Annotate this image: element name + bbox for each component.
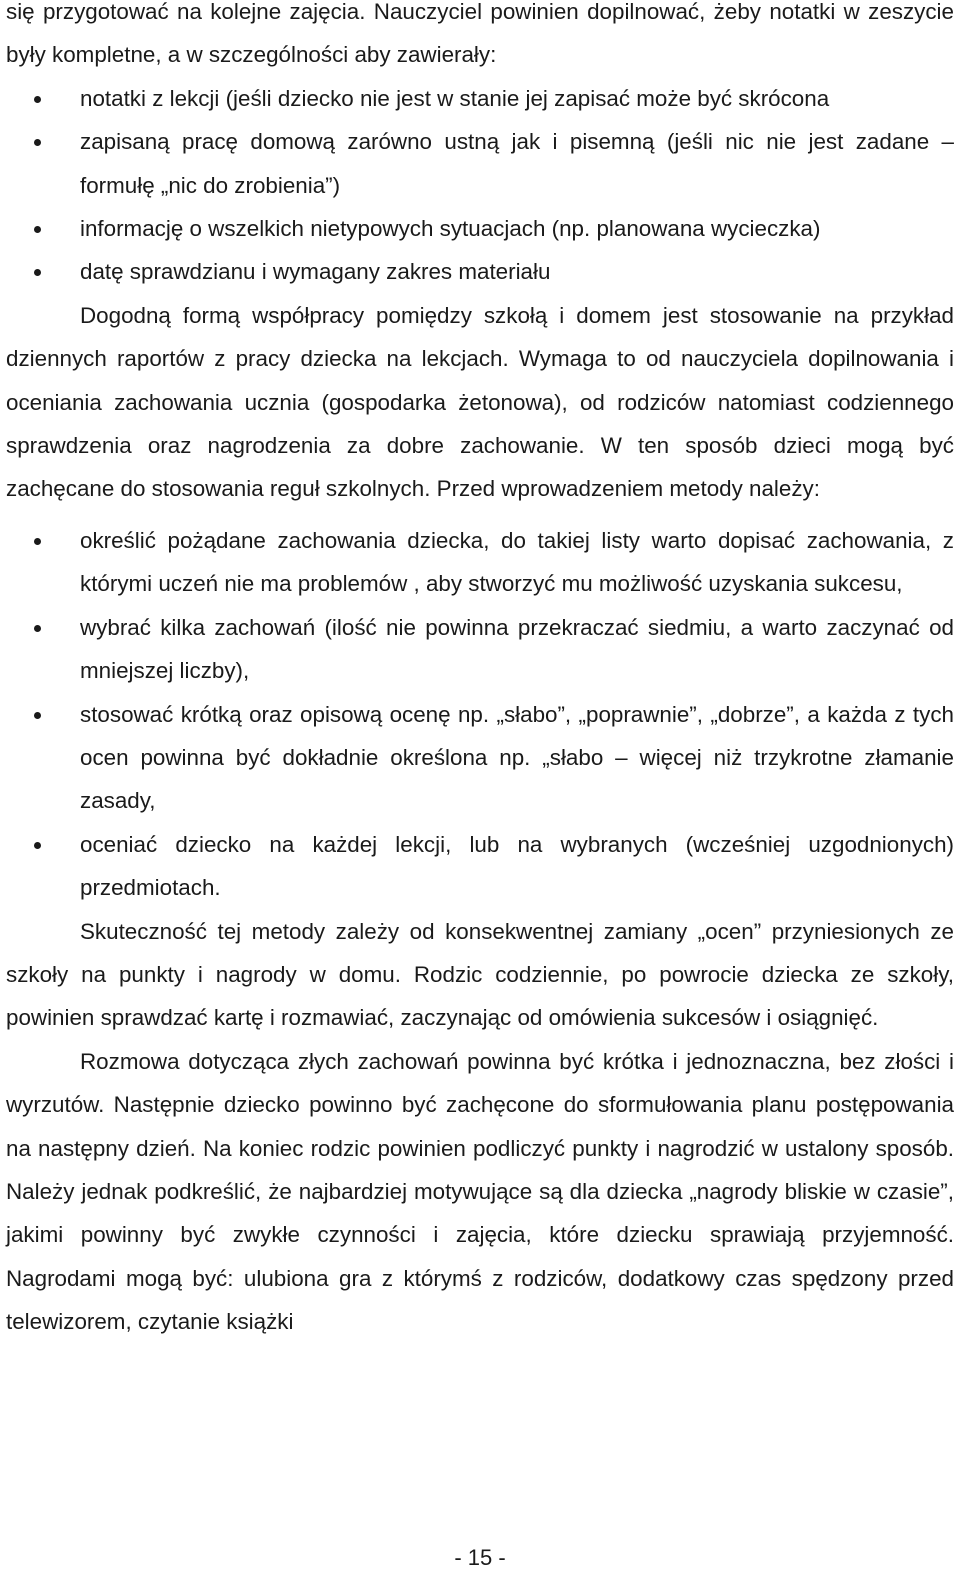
list-item — [6, 120, 954, 207]
list-item — [6, 250, 954, 293]
list-item-text: oceniać dziecko na każdej lekcji, lub na wybranych (wcześniej uzgodnionych) przedmiotach. — [80, 831, 954, 901]
bullet-icon — [34, 842, 41, 849]
list-item-text: stosować krótką oraz opisową ocenę np. „słabo”, „poprawnie”, „dobrze”, a każda z tych ocen powinna być dokładnie określona np. „słabo – więcej niż trzykrotne złamanie zasady, — [80, 701, 954, 814]
list-item-text: określić pożądane zachowania dziecka, do takiej listy warto dopisać zachowania, z którymi uczeń nie ma problemów , aby stworzyć mu możliwość uzyskania sukcesu, — [80, 527, 954, 597]
list-item — [6, 77, 954, 120]
list-item — [6, 207, 954, 250]
cooperation-paragraph: Dogodną formą współpracy pomiędzy szkołą i domem jest stosowanie na przykład dziennych raportów z pracy dziecka na lekcjach. Wymaga to od nauczyciela dopilnowania i oceniania zachowania ucznia (gospodarka żetonowa), od rodziców natomiast codziennego sprawdzenia oraz nagrodzenia za dobre zachowanie. W ten sposób dzieci mogą być zachęcane do stosowania reguł szkolnych. Przed wprowadzeniem metody należy: — [6, 302, 954, 502]
intro-paragraph: się przygotować na kolejne zajęcia. Nauczyciel powinien dopilnować, żeby notatki w zeszycie były kompletne, a w szczególności aby zawierały: — [6, 0, 954, 68]
bullet-icon — [34, 269, 41, 276]
conversation-paragraph: Rozmowa dotycząca złych zachowań powinna być krótka i jednoznaczna, bez złości i wyrzutów. Następnie dziecko powinno być zachęcone do sformułowania planu postępowania na następny dzień. Na koniec rodzic powinien podliczyć punkty i nagrodzić w ustalony sposób. Należy jednak podkreślić, że najbardziej motywujące są dla dziecka „nagrody bliskie w czasie”, jakimi powinny być zwykłe czynności i zajęcia, które dziecku sprawiają przyjemność. Nagrodami mogą być: ulubiona gra z którymś z rodziców, dodatkowy czas spędzony przed telewizorem, czytanie książki — [6, 1048, 954, 1335]
list-item-text: datę sprawdzianu i wymagany zakres materiału — [80, 259, 551, 285]
list-item-text: zapisaną pracę domową zarówno ustną jak i pisemną (jeśli nic nie jest zadane – formułę „nic do zrobienia”) — [80, 129, 954, 198]
list-item — [6, 519, 954, 606]
list-item — [6, 823, 954, 910]
list-item-text: wybrać kilka zachowań (ilość nie powinna przekraczać siedmiu, a warto zaczynać od mniejszej liczby), — [80, 614, 954, 684]
page-number: - 15 - — [454, 1545, 506, 1570]
list-item-text: notatki z lekcji (jeśli dziecko nie jest w stanie jej zapisać może być skrócona — [80, 85, 830, 111]
bullet-icon — [34, 139, 41, 146]
notebook-contents-list — [6, 77, 954, 294]
bullet-icon — [34, 226, 41, 233]
bullet-icon — [34, 538, 41, 545]
document-page — [6, 0, 954, 1344]
list-item-text: informację o wszelkich nietypowych sytuacjach (np. planowana wycieczka) — [80, 216, 821, 242]
bullet-icon — [34, 96, 41, 103]
list-item — [6, 693, 954, 823]
bullet-icon — [34, 712, 41, 719]
list-item — [6, 606, 954, 693]
bullet-icon — [34, 625, 41, 632]
effectiveness-paragraph: Skuteczność tej metody zależy od konsekwentnej zamiany „ocen” przyniesionych ze szkoły na punkty i nagrody w domu. Rodzic codziennie, po powrocie dziecka ze szkoły, powinien sprawdzać kartę i rozmawiać, zaczynając od omówienia sukcesów i osiągnięć. — [6, 918, 954, 1031]
method-steps-list — [6, 519, 954, 910]
